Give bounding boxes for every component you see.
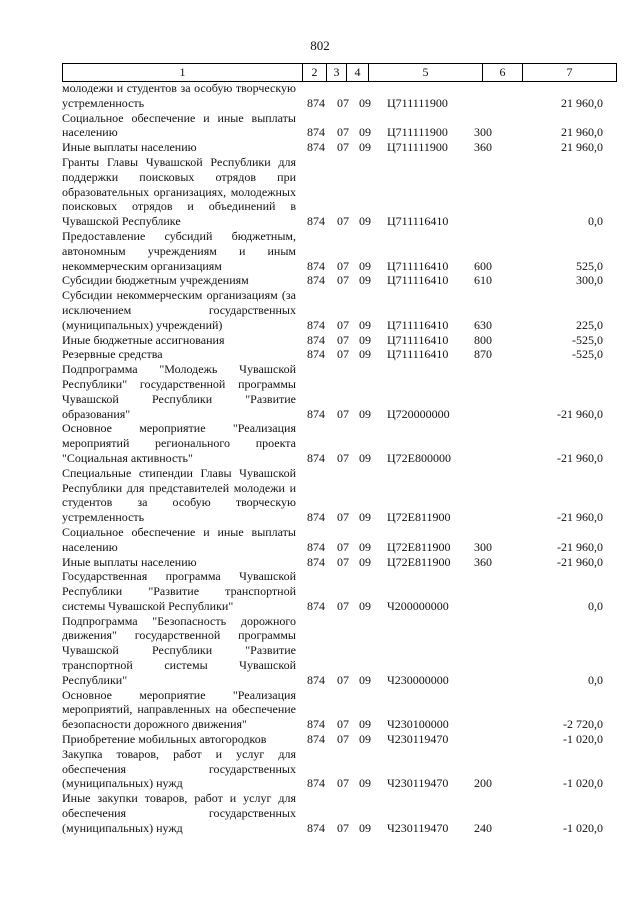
row-name: Иные бюджетные ассигнования: [62, 332, 225, 347]
row-target-article: Ч230100000: [387, 717, 449, 732]
row-ved-code: 874: [307, 125, 325, 140]
header-col-7: 7: [566, 65, 573, 79]
row-section-code: 07: [337, 717, 349, 732]
row-name: Гранты Главы Чувашской Республики для поддержки поисковых отрядов при образовательных организациях, молодежных поисковых отрядов и объединений в Чувашской Республике: [62, 154, 296, 229]
table-row: [62, 466, 615, 525]
table-row: [62, 333, 615, 348]
table-row: [62, 155, 615, 229]
row-name: Основное мероприятие "Реализация мероприятий регионального проекта "Социальная активность": [62, 421, 296, 465]
header-col-2: 2: [303, 64, 327, 81]
row-target-article: Ч230000000: [387, 672, 449, 687]
table-row: [62, 614, 615, 688]
row-name: Иные закупки товаров, работ и услуг для обеспечения государственных (муниципальных) нужд: [62, 791, 296, 835]
header-col-1: 1: [63, 64, 303, 81]
row-ved-code: 874: [307, 598, 325, 613]
row-amount: -1 020,0: [563, 776, 603, 791]
table-row: [62, 747, 615, 791]
row-subsection-code: 09: [359, 95, 371, 110]
row-name: Подпрограмма "Безопасность дорожного движения" государственной программы Чувашской Республики "Развитие транспортной системы Чувашской Республики": [62, 613, 296, 687]
row-target-article: Ц711116410: [387, 347, 449, 362]
row-target-article: Ц711116410: [387, 273, 449, 288]
row-amount: 0,0: [588, 672, 603, 687]
row-amount: 21 960,0: [561, 125, 603, 140]
row-expense-type: 610: [474, 273, 492, 288]
row-amount: -21 960,0: [557, 554, 603, 569]
row-section-code: 07: [337, 598, 349, 613]
row-expense-type: 870: [474, 347, 492, 362]
row-ved-code: 874: [307, 510, 325, 525]
row-name: Субсидии бюджетным учреждениям: [62, 273, 249, 288]
row-subsection-code: 09: [359, 406, 371, 421]
row-subsection-code: 09: [359, 347, 371, 362]
row-subsection-code: 09: [359, 776, 371, 791]
header-col-6: 6: [483, 64, 523, 81]
table-row: [62, 140, 615, 155]
row-section-code: 07: [337, 347, 349, 362]
row-name: Социальное обеспечение и иные выплаты населению: [62, 110, 296, 140]
row-amount: 300,0: [576, 273, 603, 288]
row-target-article: Ц720000000: [387, 406, 450, 421]
row-ved-code: 874: [307, 140, 325, 155]
row-target-article: Ц711111900: [387, 95, 448, 110]
row-target-article: Ц72Е811900: [387, 554, 451, 569]
row-section-code: 07: [337, 140, 349, 155]
row-subsection-code: 09: [359, 332, 371, 347]
row-ved-code: 874: [307, 95, 325, 110]
row-section-code: 07: [337, 406, 349, 421]
row-target-article: Ц72Е811900: [387, 539, 451, 554]
row-target-article: Ц711111900: [387, 125, 448, 140]
row-expense-type: 600: [474, 258, 492, 273]
table-row: [62, 347, 615, 362]
row-target-article: Ц711116410: [387, 332, 449, 347]
row-ved-code: 874: [307, 539, 325, 554]
table-row: [62, 421, 615, 465]
table-row: [62, 362, 615, 421]
row-amount: 0,0: [588, 598, 603, 613]
row-target-article: Ц711116410: [387, 258, 449, 273]
row-amount: -1 020,0: [563, 820, 603, 835]
row-amount: 21 960,0: [561, 95, 603, 110]
row-subsection-code: 09: [359, 258, 371, 273]
row-expense-type: 800: [474, 332, 492, 347]
row-ved-code: 874: [307, 554, 325, 569]
row-target-article: Ц72Е811900: [387, 510, 451, 525]
header-col-3: 3: [327, 64, 347, 81]
row-subsection-code: 09: [359, 539, 371, 554]
row-expense-type: 360: [474, 554, 492, 569]
row-ved-code: 874: [307, 672, 325, 687]
table-row: [62, 273, 615, 288]
row-expense-type: 300: [474, 125, 492, 140]
row-section-code: 07: [337, 732, 349, 747]
row-ved-code: 874: [307, 332, 325, 347]
row-target-article: Ч230119470: [387, 776, 449, 791]
row-ved-code: 874: [307, 776, 325, 791]
row-amount: -21 960,0: [557, 406, 603, 421]
row-target-article: Ц711111900: [387, 140, 448, 155]
row-amount: 21 960,0: [561, 140, 603, 155]
header-col-4: 4: [347, 64, 369, 81]
table-row: [62, 288, 615, 332]
row-name: молодежи и студентов за особую творческую устремленность: [62, 81, 296, 110]
row-amount: 0,0: [588, 214, 603, 229]
row-name: Подпрограмма "Молодежь Чувашской Республики" государственной программы Чувашской Республики "Развитие образования": [62, 362, 296, 421]
row-expense-type: 300: [474, 539, 492, 554]
row-ved-code: 874: [307, 317, 325, 332]
row-section-code: 07: [337, 258, 349, 273]
table-row: [62, 791, 615, 835]
row-expense-type: 200: [474, 776, 492, 791]
row-section-code: 07: [337, 776, 349, 791]
table-row: [62, 111, 615, 141]
row-amount: -525,0: [572, 332, 603, 347]
row-amount: -21 960,0: [557, 539, 603, 554]
row-section-code: 07: [337, 539, 349, 554]
row-section-code: 07: [337, 317, 349, 332]
row-section-code: 07: [337, 125, 349, 140]
row-name: Резервные средства: [62, 347, 163, 362]
row-amount: 525,0: [576, 258, 603, 273]
row-subsection-code: 09: [359, 140, 371, 155]
row-section-code: 07: [337, 273, 349, 288]
row-target-article: Ч230119470: [387, 820, 449, 835]
row-name: Государственная программа Чувашской Республики "Развитие транспортной системы Чувашской Республики": [62, 569, 296, 613]
row-name: Закупка товаров, работ и услуг для обеспечения государственных (муниципальных) нужд: [62, 746, 296, 791]
row-ved-code: 874: [307, 347, 325, 362]
table-row: [62, 81, 615, 111]
table-row: [62, 229, 615, 273]
row-section-code: 07: [337, 95, 349, 110]
row-subsection-code: 09: [359, 214, 371, 229]
header-col-5: 5: [369, 64, 483, 81]
table-body: [62, 81, 615, 836]
row-section-code: 07: [337, 510, 349, 525]
row-expense-type: 240: [474, 820, 492, 835]
row-ved-code: 874: [307, 273, 325, 288]
row-subsection-code: 09: [359, 450, 371, 465]
row-amount: -1 020,0: [563, 732, 603, 747]
row-subsection-code: 09: [359, 732, 371, 747]
row-ved-code: 874: [307, 820, 325, 835]
row-target-article: Ц711116410: [387, 214, 449, 229]
row-target-article: Ц72Е800000: [387, 450, 451, 465]
row-subsection-code: 09: [359, 554, 371, 569]
table-row: [62, 688, 615, 732]
row-subsection-code: 09: [359, 672, 371, 687]
row-expense-type: 630: [474, 317, 492, 332]
table-row: [62, 555, 615, 570]
row-ved-code: 874: [307, 406, 325, 421]
row-ved-code: 874: [307, 450, 325, 465]
table-row: [62, 569, 615, 613]
row-expense-type: 360: [474, 140, 492, 155]
row-name: Основное мероприятие "Реализация мероприятий, направленных на обеспечение безопасности дорожного движения": [62, 687, 296, 732]
table-row: [62, 525, 615, 555]
row-section-code: 07: [337, 214, 349, 229]
row-subsection-code: 09: [359, 820, 371, 835]
row-target-article: Ц711116410: [387, 317, 449, 332]
row-name: Приобретение мобильных автогородков: [62, 732, 267, 747]
row-subsection-code: 09: [359, 717, 371, 732]
row-target-article: Ч200000000: [387, 598, 449, 613]
row-subsection-code: 09: [359, 273, 371, 288]
row-name: Иные выплаты населению: [62, 554, 197, 569]
row-name: Иные выплаты населению: [62, 140, 197, 155]
row-amount: -525,0: [572, 347, 603, 362]
row-ved-code: 874: [307, 717, 325, 732]
table-header: [62, 63, 617, 82]
row-name: Предоставление субсидий бюджетным, автономным учреждениям и иным некоммерческим организациям: [62, 228, 296, 273]
row-section-code: 07: [337, 554, 349, 569]
row-subsection-code: 09: [359, 125, 371, 140]
row-ved-code: 874: [307, 732, 325, 747]
row-section-code: 07: [337, 450, 349, 465]
row-section-code: 07: [337, 672, 349, 687]
table-row: [62, 732, 615, 747]
row-subsection-code: 09: [359, 510, 371, 525]
row-amount: -2 720,0: [563, 717, 603, 732]
row-target-article: Ч230119470: [387, 732, 449, 747]
row-amount: -21 960,0: [557, 450, 603, 465]
row-section-code: 07: [337, 332, 349, 347]
page-number: 802: [310, 38, 330, 53]
row-amount: 225,0: [576, 317, 603, 332]
row-name: Субсидии некоммерческим организациям (за исключением государственных (муниципальных) учреждений): [62, 288, 296, 332]
row-subsection-code: 09: [359, 598, 371, 613]
row-name: Социальное обеспечение и иные выплаты населению: [62, 524, 296, 554]
row-subsection-code: 09: [359, 317, 371, 332]
row-amount: -21 960,0: [557, 510, 603, 525]
row-section-code: 07: [337, 820, 349, 835]
row-ved-code: 874: [307, 258, 325, 273]
row-name: Специальные стипендии Главы Чувашской Республики для представителей молодежи и студентов за особую творческую устремленность: [62, 465, 296, 525]
row-ved-code: 874: [307, 214, 325, 229]
